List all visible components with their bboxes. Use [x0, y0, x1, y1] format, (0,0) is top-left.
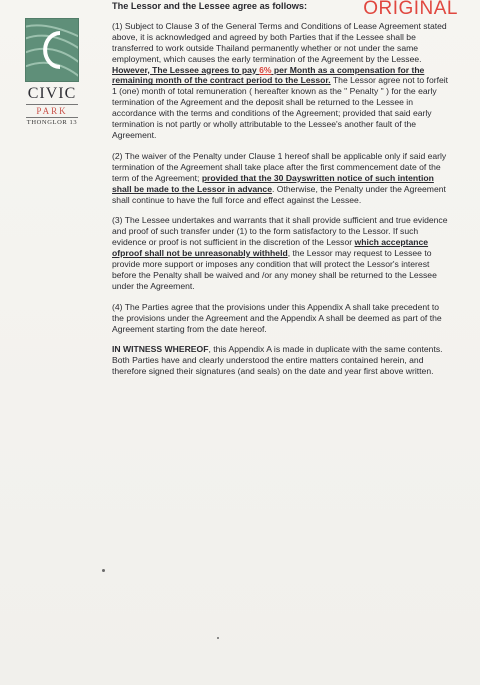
clause-4: (4) The Parties agree that the provisions under this Appendix A shall take precedent to the provisions under the Agreement and the Appendix A shall be deemed as part of the Agreement starting from the date hereof. — [112, 301, 442, 334]
logo-civic-text: CIVIC — [27, 85, 77, 102]
clause-3 — [112, 215, 452, 291]
clause-1-text-a: (1) Subject to Clause 3 of the General Terms and Conditions of Lease Agreement stated above, it is acknowledged and agreed by both Parties that if the Lessee shall be transferred to work outside Thailand permanently whether or not under the same employment, which causes the early termination of the Agreement by the Lessee. — [112, 20, 447, 64]
clause-1-rate: 6% — [259, 64, 272, 75]
clause-1 — [112, 21, 452, 141]
scan-speck — [102, 569, 105, 572]
original-stamp: ORIGINAL — [363, 0, 458, 19]
witness-heading: IN WITNESS WHEREOF — [112, 344, 209, 355]
clause-2-underline: provided that the 30 Dayswritten notice of such intention shall be made to the Lessor in advance — [112, 172, 434, 194]
clause-3-text-a: (3) The Lessee undertakes and warrants that it shall provide sufficient and true evidence and proof of such transfer under (1) to the form satisfactory to the Lessor. If such evidence or proof is not sufficient in the discretion of the Lessor — [112, 215, 448, 248]
scan-speck — [217, 637, 219, 639]
clause-1-text-b: The Lessor agree not to forfeit 1 (one) month of total remuneration ( hereafter known as the " Penalty " ) for the early termination of the Agreement and the deposit shall be returned to the Lessee in accordance with the terms and conditions of the Agreement; provided that said early termination is not partly or wholly attributable to the Lessee's another fault of the Agreement. — [112, 75, 449, 140]
clause-1-underline-b: per Month as a compensation for the remaining month of the contract period to the Lessor. — [112, 64, 425, 86]
logo-location-text: THONGLOR 13 — [26, 119, 78, 126]
witness-text: , this Appendix A is made in duplicate with the same contents. Both Parties have and clearly understood the entire matters contained herein, and therefore signed their signatures (and seals) on the date and year first above written. — [112, 344, 443, 377]
logo-divider — [26, 117, 78, 118]
logo-park-text: PARK — [36, 106, 68, 116]
civic-park-logo — [22, 18, 82, 126]
clause-2-text-b: . Otherwise, the Penalty under the Agreement shall continue to have the full force and effect against the Lessee. — [112, 183, 446, 205]
appendix-heading: The Lessor and the Lessee agree as follows: — [112, 1, 308, 11]
clause-3-underline: which acceptance ofproof shall not be unreasonably withheld — [112, 237, 429, 259]
logo-divider — [26, 104, 78, 105]
clause-2-text-a: (2) The waiver of the Penalty under Clause 1 hereof shall be applicable only if said early termination of the Agreement shall take place after the first commencement date of the term of the Agreement; — [112, 150, 447, 183]
witness-clause — [112, 344, 452, 377]
clause-1-underline-a: However, The Lessee agrees to pay — [112, 64, 260, 75]
clause-3-text-b: , the Lessor may request to Lessee to provide more support or imposes any condition that will protect the Lessor's interest before the Penalty shall be waived and /or any money shall be returned to the Lessee under the Agreement. — [112, 248, 437, 291]
clause-2 — [112, 151, 452, 206]
appendix-text — [112, 0, 452, 387]
logo-emblem-icon — [25, 18, 79, 82]
